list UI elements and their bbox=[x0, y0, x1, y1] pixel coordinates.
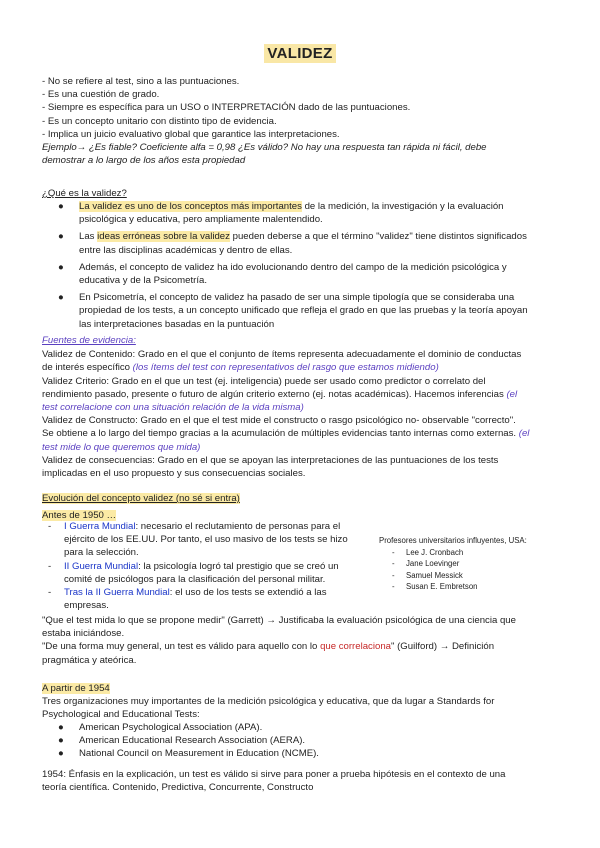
intro-section bbox=[42, 75, 487, 167]
antes-1950-label: Antes de 1950 … bbox=[42, 510, 117, 522]
desde-1954-heading: A partir de 1954 bbox=[42, 683, 110, 694]
bullet-icon: ● bbox=[58, 748, 64, 760]
fuentes-heading: Fuentes de evidencia: bbox=[42, 335, 136, 346]
bullet-icon: ● bbox=[58, 261, 64, 273]
intro-line: - Es un concepto unitario con distinto tipo de evidencia. bbox=[42, 115, 277, 127]
intro-line: - Implica un juicio evaluativo global que garantice las interpretaciones. bbox=[42, 128, 340, 140]
fuentes-section: Fuentes de evidencia: Validez de Contenido: Grado en el que el conjunto de ítems representa adecuadamente el dominio de conductas de interés específico (los ítems del test con representativos del rasgo que estamos midiendo) Validez Criterio: Grado en el que un test (ej. inteligencia) puede ser usado como predictor o correlato del rendimiento pasado, presente o futuro de algún criterio externo (ej. notas académicas). Hacemos inferencias (el test correlacione con una situación relación de la vida misma) Validez de Constructo: Grado en el que el test mide el constructo o rasgo psicológico no- observable "correcto". Se obtiene a lo largo del tiempo gracias a la acumulación de múltiples evidencias tanto internas como externas. (el test mide lo que queremos que mida) Validez de consecuencias: Grado en el que se apoyan las interpretaciones de las puntuaciones de los tests implicadas en el uso propuesto y sus consecuencias sociales. bbox=[42, 335, 530, 480]
intro-line: - Siempre es específica para un USO o INTERPRETACIÓN dado de las puntuaciones. bbox=[42, 102, 411, 114]
bullet-icon: ● bbox=[58, 201, 64, 212]
desde-1954-section: A partir de 1954 Tres organizaciones muy importantes de la medición psicológica y educativa, que da lugar a Standards for Psychological and Educational Tests: bbox=[42, 683, 495, 721]
list-item: - Samuel Messick bbox=[392, 570, 463, 580]
intro-line: - Es una cuestión de grado. bbox=[42, 89, 160, 101]
dash-marker: - bbox=[48, 587, 52, 599]
list-item: ● Además, el concepto de validez ha ido evolucionando dentro del campo de la medición psicológica y educativa y de la Psicometría. bbox=[58, 261, 507, 287]
example-line: demostrar a lo largo de los años esta propiedad bbox=[42, 155, 246, 167]
list-item: ● En Psicometría, el concepto de validez ha pasado de ser una simple tipología que se consideraba una propiedad de los tests, a un concepto unificado que refleja el grado en que las pruebas y la teoría apoyan las interpretaciones basadas en la puntuación bbox=[58, 292, 528, 330]
list-item: ● American Psychological Association (APA). bbox=[58, 722, 263, 733]
list-item: - Lee J. Cronbach bbox=[392, 547, 464, 557]
example-line: Ejemplo→ ¿Es fiable? Coeficiente alfa = 0,98 ¿Es válido? No hay una respuesta tan rápida ni fácil, debe bbox=[42, 142, 487, 154]
que-es-list bbox=[58, 200, 528, 331]
ano-1954-section: 1954: Énfasis en la explicación, un test es válido si sirve para poner a prueba hipótesis en el contexto de una teoría científica. Contenido, Predictiva, Concurrente, Constructo bbox=[42, 769, 506, 794]
intro-line: - No se refiere al test, sino a las puntuaciones. bbox=[42, 76, 240, 87]
bullet-icon: ● bbox=[58, 292, 64, 304]
bullet-icon: ● bbox=[58, 722, 64, 733]
guerras-list bbox=[48, 520, 374, 612]
orgs-list bbox=[58, 721, 319, 761]
list-item: - Tras la II Guerra Mundial: el uso de los tests se extendió a las empresas. bbox=[48, 587, 327, 612]
profesores-box bbox=[379, 535, 527, 589]
list-item: ● Las ideas erróneas sobre la validez pueden deberse a que el término "validez" tiene distintos significados entre las disciplinas académicas y dentro de ellas. bbox=[58, 231, 527, 256]
dash-marker: - bbox=[48, 521, 52, 532]
profesores-heading: Profesores universitarios influyentes, USA: bbox=[379, 536, 527, 545]
bullet-icon: ● bbox=[58, 231, 64, 243]
evolucion-section bbox=[42, 492, 240, 522]
list-item: ● American Educational Research Association (AERA). bbox=[58, 735, 306, 747]
quotes-section: "Que el test mida lo que se propone medir" (Garrett) → Justificaba la evaluación psicológica de una ciencia que estaba iniciándose. "De una forma muy general, un test es válido para aquello con lo que correlaciona" (Guilford) → Definición pragmática y ateórica. bbox=[42, 615, 516, 666]
dash-marker: - bbox=[48, 560, 52, 572]
page-title: VALIDEZ bbox=[264, 44, 335, 63]
list-item: ● La validez es uno de los conceptos más importantes de la medición, la investigación y la evaluación psicológica y educativa, pero ampliamente malentendido. bbox=[58, 201, 504, 226]
list-item: - Jane Loevinger bbox=[392, 559, 460, 568]
list-item: - I Guerra Mundial: necesario el reclutamiento de personas para el ejército de los EE.UU. Por tanto, el uso masivo de los tests se hizo para la selección. bbox=[48, 521, 348, 559]
list-item: ● National Council on Measurement in Education (NCME). bbox=[58, 748, 319, 760]
que-es-heading: ¿Qué es la validez? bbox=[42, 188, 127, 199]
list-item: - Susan E. Embretson bbox=[392, 582, 478, 591]
evolucion-heading: Evolución del concepto validez (no sé si entra) bbox=[42, 493, 240, 504]
bullet-icon: ● bbox=[58, 735, 64, 747]
list-item: - II Guerra Mundial: la psicología logró tal prestigio que se creó un comité de psicólogos para la clasificación del personal militar. bbox=[48, 560, 339, 585]
